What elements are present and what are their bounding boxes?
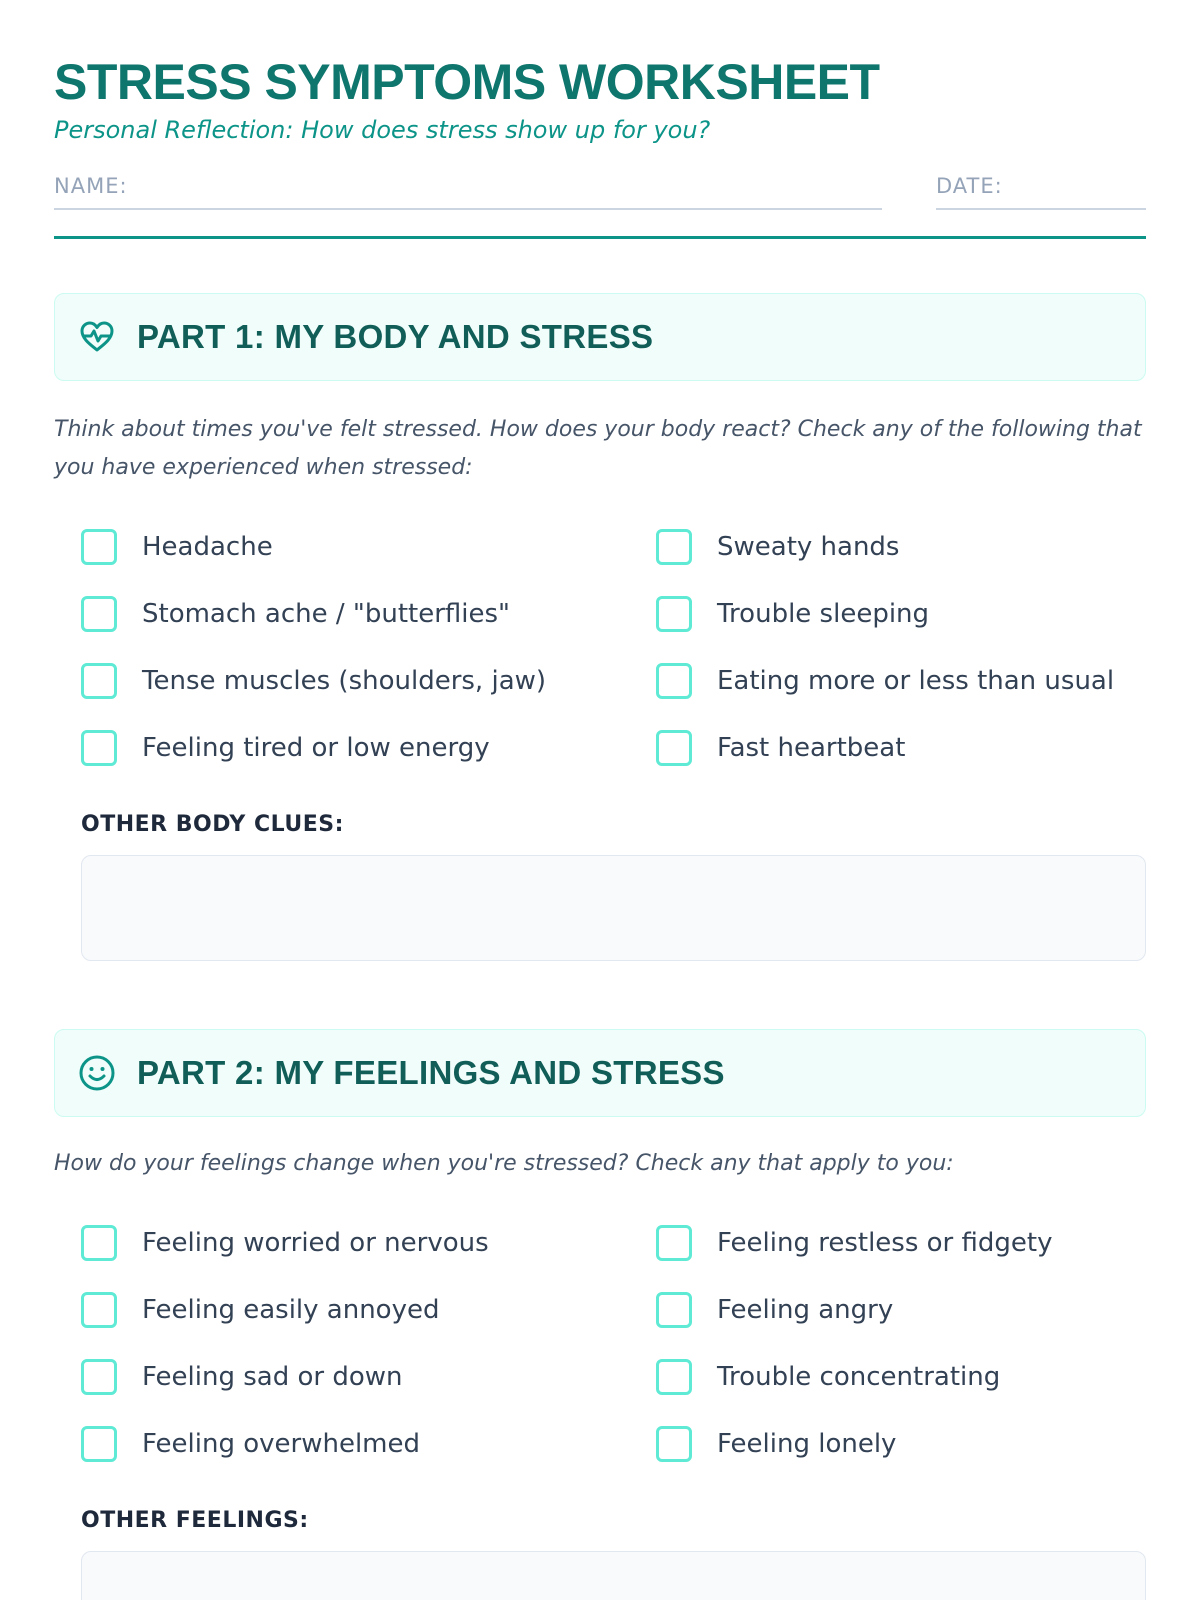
part2-other-label: OTHER FEELINGS:	[81, 1508, 309, 1533]
smiley-face-icon	[77, 1053, 117, 1093]
part2-instructions: How do your feelings change when you're stressed? Check any that apply to you:	[54, 1151, 954, 1176]
checklist-label: Tense muscles (shoulders, jaw)	[142, 666, 547, 696]
checklist-item[interactable]	[656, 594, 1156, 634]
checklist-item[interactable]	[81, 1424, 656, 1464]
checklist-label: Fast heartbeat	[717, 733, 906, 763]
name-date-row	[54, 166, 1146, 210]
checklist-label: Headache	[142, 532, 273, 562]
checklist-item[interactable]	[81, 1357, 656, 1397]
checklist-label: Stomach ache / "butterflies"	[142, 599, 511, 629]
date-field[interactable]	[936, 166, 1146, 210]
part1-header	[54, 293, 1146, 381]
date-label: DATE:	[936, 174, 1003, 198]
checkbox[interactable]	[81, 1359, 117, 1395]
checklist-label: Feeling sad or down	[142, 1362, 403, 1392]
part2-checklist	[54, 1223, 1146, 1464]
checkbox[interactable]	[81, 1292, 117, 1328]
checkbox[interactable]	[81, 730, 117, 766]
checklist-label: Eating more or less than usual	[717, 666, 1115, 696]
part2-header	[54, 1029, 1146, 1117]
checklist-item[interactable]	[81, 594, 656, 634]
checklist-label: Feeling tired or low energy	[142, 733, 490, 763]
heart-pulse-icon	[77, 317, 117, 357]
part2-other-textarea[interactable]	[81, 1551, 1146, 1600]
checkbox[interactable]	[656, 730, 692, 766]
header-divider	[54, 236, 1146, 239]
checkbox[interactable]	[81, 1426, 117, 1462]
name-field[interactable]	[54, 166, 882, 210]
checklist-label: Feeling lonely	[717, 1429, 897, 1459]
checkbox[interactable]	[656, 529, 692, 565]
checklist-item[interactable]	[656, 527, 1156, 567]
page-title: STRESS SYMPTOMS WORKSHEET	[54, 54, 880, 110]
checklist-item[interactable]	[81, 527, 656, 567]
checklist-item[interactable]	[656, 1357, 1156, 1397]
checkbox[interactable]	[656, 1292, 692, 1328]
checkbox[interactable]	[656, 663, 692, 699]
name-label: NAME:	[54, 174, 128, 198]
part1-instructions: Think about times you've felt stressed. How does your body react? Check any of the following that you have experienced when stressed:	[54, 417, 1142, 480]
part1-other-label: OTHER BODY CLUES:	[81, 812, 344, 837]
checklist-label: Trouble sleeping	[717, 599, 930, 629]
checklist-label: Feeling restless or fidgety	[717, 1228, 1053, 1258]
page-subtitle: Personal Reflection: How does stress show up for you?	[54, 116, 711, 144]
checklist-item[interactable]	[656, 1424, 1156, 1464]
checklist-item[interactable]	[656, 1223, 1156, 1263]
part1-checklist	[54, 527, 1146, 768]
checklist-label: Feeling angry	[717, 1295, 894, 1325]
checklist-item[interactable]	[81, 1223, 656, 1263]
checkbox[interactable]	[81, 596, 117, 632]
checklist-item[interactable]	[81, 1290, 656, 1330]
checklist-label: Trouble concentrating	[717, 1362, 1001, 1392]
checkbox[interactable]	[81, 1225, 117, 1261]
checklist-item[interactable]	[656, 661, 1156, 701]
part1-title: PART 1: MY BODY AND STRESS	[137, 318, 654, 355]
checkbox[interactable]	[656, 1359, 692, 1395]
checklist-label: Sweaty hands	[717, 532, 900, 562]
part2-title: PART 2: MY FEELINGS AND STRESS	[137, 1054, 725, 1091]
checklist-label: Feeling easily annoyed	[142, 1295, 440, 1325]
checkbox[interactable]	[656, 1426, 692, 1462]
checkbox[interactable]	[656, 596, 692, 632]
checkbox[interactable]	[656, 1225, 692, 1261]
checklist-item[interactable]	[656, 1290, 1156, 1330]
checklist-item[interactable]	[81, 728, 656, 768]
checklist-item[interactable]	[81, 661, 656, 701]
checkbox[interactable]	[81, 529, 117, 565]
checkbox[interactable]	[81, 663, 117, 699]
part1-other-textarea[interactable]	[81, 855, 1146, 961]
checklist-label: Feeling worried or nervous	[142, 1228, 489, 1258]
checklist-item[interactable]	[656, 728, 1156, 768]
checklist-label: Feeling overwhelmed	[142, 1429, 420, 1459]
